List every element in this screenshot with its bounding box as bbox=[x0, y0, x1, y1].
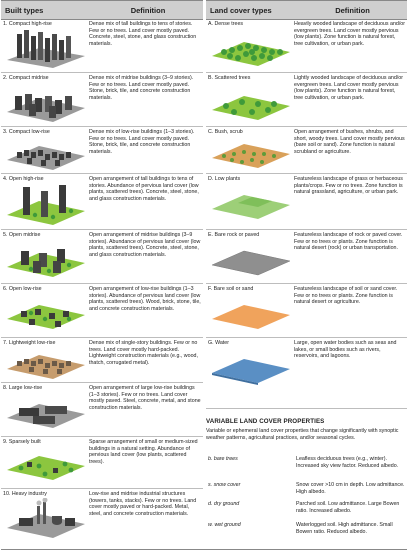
row-divider bbox=[206, 408, 407, 409]
built-definition: Dense mix of midrise buildings (3–9 stories). Few or no trees. Land cover mostly paved. Stone, brick, tile, and concrete construction materials. bbox=[89, 75, 194, 101]
built-label: 7. Lightweight low-rise bbox=[3, 340, 56, 346]
land-row-a bbox=[206, 20, 407, 72]
land-definition: Featureless landscape of soil or sand cover. Few or no trees or plants. Zone function is natural desert or agriculture. bbox=[294, 286, 398, 306]
variable-item-snow-cover bbox=[206, 482, 407, 495]
open-low-rise-icon bbox=[3, 293, 87, 333]
header-definition-right: Definition bbox=[335, 5, 370, 15]
built-row-8 bbox=[1, 384, 203, 436]
row-divider bbox=[1, 126, 203, 127]
lightweight-low-rise-icon bbox=[3, 347, 87, 381]
land-definition: Large, open water bodies such as seas and lakes, or small bodies such as rivers, reservoirs, and lagoons. bbox=[294, 340, 397, 360]
header-built-types: Built types bbox=[5, 5, 44, 15]
built-definition: Dense mix of single-story buildings. Few or no trees. Land cover mostly hard-packed. Lightweight construction materials (e.g., wood, thatch, corrugated metal). bbox=[89, 340, 198, 366]
built-definition: Open arrangement of midrise buildings (3–9 stories). Abundance of pervious land cover (low plants, scattered trees). Concrete, steel, stone, and glass construction materials. bbox=[89, 232, 201, 258]
built-label: 6. Open low-rise bbox=[3, 286, 42, 292]
built-row-10 bbox=[1, 490, 203, 548]
row-divider bbox=[206, 72, 407, 73]
variable-name: w. wet ground bbox=[208, 522, 241, 528]
row-divider bbox=[1, 488, 203, 489]
bare-rock-paved-icon bbox=[208, 239, 292, 279]
header-land bbox=[206, 0, 407, 20]
built-label: 8. Large low-rise bbox=[3, 385, 43, 391]
row-divider bbox=[206, 283, 407, 284]
built-row-7 bbox=[1, 339, 203, 382]
built-definition: Low-rise and midrise industrial structures (towers, tanks, stacks). Few or no trees. Land cover mostly paved or hard-packed. Metal, steel, and concrete construction materials. bbox=[89, 491, 197, 517]
variable-description: Snow cover >10 cm in depth. Low admittance. High albedo. bbox=[296, 482, 405, 495]
row-divider bbox=[1, 436, 203, 437]
land-definition: Lightly wooded landscape of deciduous and/or evergreen trees. Land cover mostly pervious (low plants). Zone function is natural forest, tree cultivation, or urban park. bbox=[294, 75, 403, 101]
header-definition-left: Definition bbox=[130, 5, 166, 15]
header-land-cover-types: Land cover types bbox=[210, 5, 272, 15]
built-label: 1. Compact high-rise bbox=[3, 21, 52, 27]
water-icon bbox=[208, 347, 292, 387]
header-built bbox=[1, 0, 203, 20]
row-divider bbox=[1, 382, 203, 383]
land-definition: Heavily wooded landscape of deciduous and/or evergreen trees. Land cover mostly pervious (low plants). Zone function is natural forest, tree cultivation, or urban park. bbox=[294, 21, 406, 47]
row-divider bbox=[1, 229, 203, 230]
land-label: F. Bare soil or sand bbox=[208, 286, 254, 292]
variable-intro: Variable or ephemeral land cover properties that change significantly with synoptic weather patterns, agricultural practices, and/or seasonal cycles. bbox=[206, 428, 399, 441]
land-row-b bbox=[206, 74, 407, 126]
variable-description: Waterlogged soil. High admittance. Small Bowen ratio. Reduced albedo. bbox=[296, 522, 393, 535]
land-definition: Featureless landscape of grass or herbaceous plants/crops. Few or no trees. Zone function is natural grassland, agriculture, or urban park. bbox=[294, 176, 403, 196]
built-label: 2. Compact midrise bbox=[3, 75, 49, 81]
built-row-1 bbox=[1, 20, 203, 72]
variable-item-bare-trees bbox=[206, 456, 407, 469]
row-divider bbox=[206, 337, 407, 338]
variable-item-wet-ground bbox=[206, 522, 407, 535]
low-plants-icon bbox=[208, 183, 292, 223]
land-row-d bbox=[206, 175, 407, 229]
built-row-4 bbox=[1, 175, 203, 229]
built-definition: Open arrangement of large low-rise buildings (1–3 stories). Few or no trees. Land cover mostly paved. Steel, concrete, metal, and stone construction materials. bbox=[89, 385, 201, 411]
variable-title: VARIABLE LAND COVER PROPERTIES bbox=[206, 418, 325, 425]
built-definition: Open arrangement of low-rise buildings (1–3 stories). Abundance of pervious land cover (low plants, scattered trees). Wood, brick, stone, tile, and concrete construction materials. bbox=[89, 286, 201, 312]
land-label: A. Dense trees bbox=[208, 21, 244, 27]
variable-name: d. dry ground bbox=[208, 501, 240, 507]
built-definition: Sparse arrangement of small or medium-sized buildings in a natural setting. Abundance of pervious land cover (low plants, scattered trees). bbox=[89, 439, 198, 465]
built-row-3 bbox=[1, 128, 203, 173]
land-definition: Open arrangement of bushes, shrubs, and short, woody trees. Land cover mostly pervious (bare soil or sand). Zone function is natural scrubland or agriculture. bbox=[294, 129, 405, 155]
bush-scrub-icon bbox=[208, 136, 292, 170]
built-label: 3. Compact low-rise bbox=[3, 129, 50, 135]
open-midrise-icon bbox=[3, 239, 87, 279]
built-row-5 bbox=[1, 231, 203, 283]
land-label: B. Scattered trees bbox=[208, 75, 251, 81]
built-definition: Open arrangement of tall buildings to tens of stories. Abundance of pervious land cover (low plants, scattered trees). Concrete, steel, stone, and glass construction materials. bbox=[89, 176, 199, 202]
variable-name: b. bare trees bbox=[208, 456, 238, 462]
row-divider bbox=[1, 283, 203, 284]
built-label: 5. Open midrise bbox=[3, 232, 41, 238]
built-definition: Dense mix of tall buildings to tens of stories. Few or no trees. Land cover mostly paved. Concrete, steel, stone, and glass construction materials. bbox=[89, 21, 197, 47]
land-label: G. Water bbox=[208, 340, 229, 346]
compact-midrise-icon bbox=[3, 82, 87, 122]
bare-soil-sand-icon bbox=[208, 293, 292, 333]
land-label: E. Bare rock or paved bbox=[208, 232, 260, 238]
land-row-c bbox=[206, 128, 407, 173]
sparsely-built-icon bbox=[3, 446, 87, 484]
land-row-g bbox=[206, 339, 407, 399]
compact-low-rise-icon bbox=[3, 136, 87, 170]
scattered-trees-icon bbox=[208, 82, 292, 122]
row-divider bbox=[206, 126, 407, 127]
land-definition: Featureless landscape of rock or paved cover. Few or no trees or plants. Zone function is natural desert (rock) or urban transportation. bbox=[294, 232, 403, 252]
land-label: C. Bush, scrub bbox=[208, 129, 243, 135]
row-divider bbox=[1, 173, 203, 174]
built-label: 10. Heavy industry bbox=[3, 491, 47, 497]
dense-trees-icon bbox=[208, 28, 292, 68]
variable-name: s. snow cover bbox=[208, 482, 241, 488]
variable-description: Leafless deciduous trees (e.g., winter). Increased sky view factor. Reduced albedo. bbox=[296, 456, 399, 469]
built-definition: Dense mix of low-rise buildings (1–3 stories). Few or no trees. Land cover mostly paved. Stone, brick, tile, and concrete construction materials. bbox=[89, 129, 195, 155]
variable-item-dry-ground bbox=[206, 501, 407, 514]
heavy-industry-icon bbox=[3, 498, 87, 542]
variable-description: Parched soil. Low admittance. Large Bowen ratio. Increased albedo. bbox=[296, 501, 400, 514]
built-row-6 bbox=[1, 285, 203, 337]
built-label: 4. Open high-rise bbox=[3, 176, 44, 182]
row-divider bbox=[206, 173, 407, 174]
row-divider bbox=[1, 337, 203, 338]
land-row-f bbox=[206, 285, 407, 337]
land-label: D. Low plants bbox=[208, 176, 241, 182]
row-divider bbox=[206, 229, 407, 230]
large-low-rise-icon bbox=[3, 392, 87, 432]
row-divider bbox=[1, 72, 203, 73]
built-row-2 bbox=[1, 74, 203, 126]
open-high-rise-icon bbox=[3, 183, 87, 225]
built-row-9 bbox=[1, 438, 203, 488]
built-label: 9. Sparsely built bbox=[3, 439, 41, 445]
land-row-e bbox=[206, 231, 407, 283]
compact-high-rise-icon bbox=[3, 28, 87, 68]
